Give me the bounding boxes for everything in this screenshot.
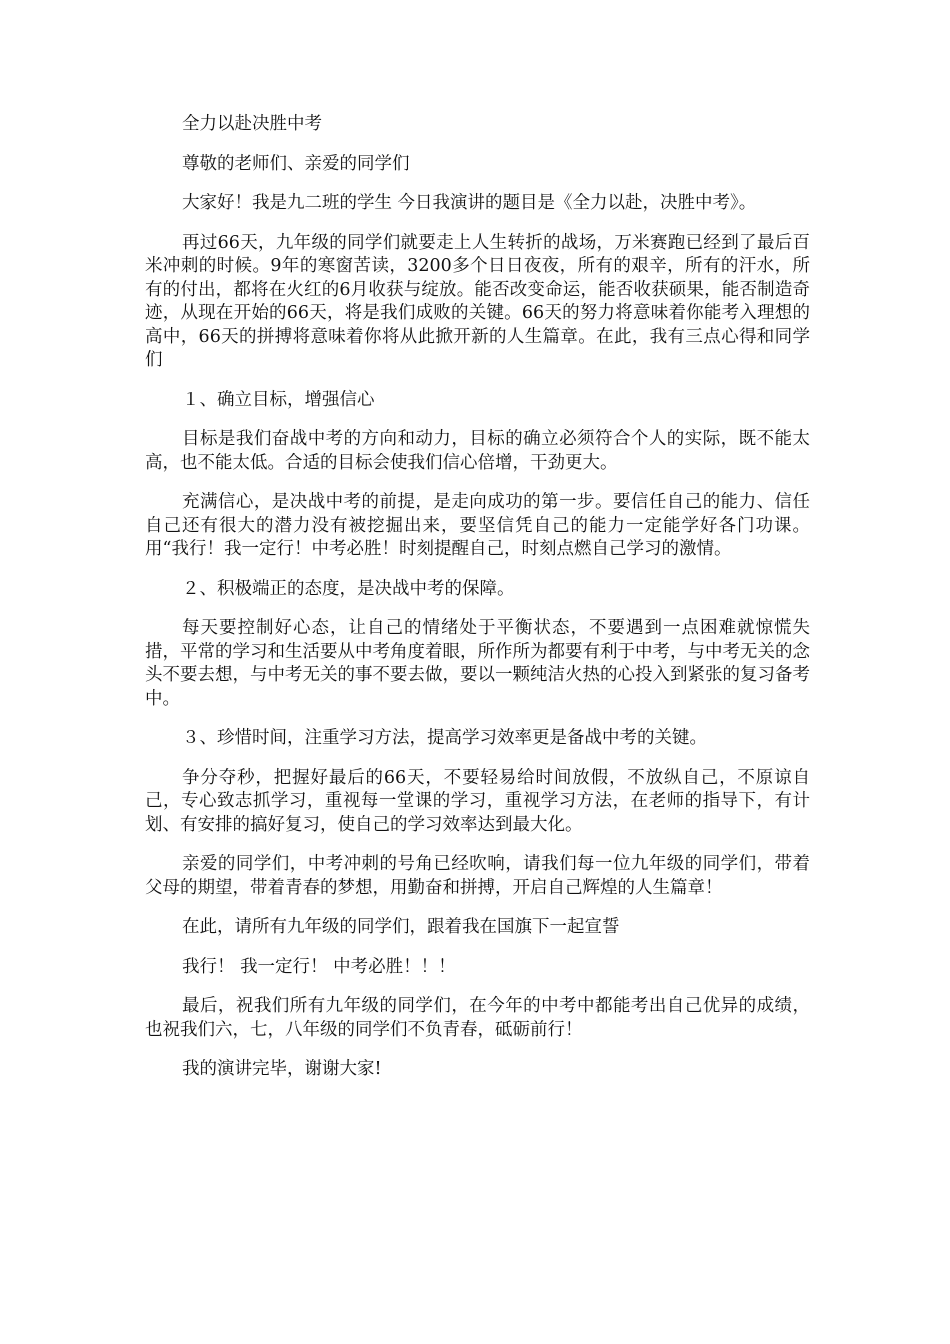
paragraph-goals: 目标是我们奋战中考的方向和动力，目标的确立必须符合个人的实际，既不能太高，也不能太低。合适的目标会使我们信心倍增，干劲更大。 [145,429,810,473]
paragraph-confidence: 充满信心，是决战中考的前提，是走向成功的第一步。要信任自己的能力、信任自己还有很大的潜力没有被挖掘出来，要坚信凭自己的能力一定能学好各门功课。用“我行！我一定行！中考必胜！时刻提醒自己，时刻点燃自己学习的激情。 [145,492,810,559]
section-heading-1: １、确立目标，增强信心 [182,389,375,410]
paragraph-thanks: 我的演讲完毕，谢谢大家! [182,1059,382,1079]
document-title: 全力以赴决胜中考 [182,114,322,134]
section-heading-3: ３、珍惜时间，注重学习方法，提高学习效率更是备战中考的关键。 [182,728,707,748]
paragraph-closing-wishes: 最后，祝我们所有九年级的同学们，在今年的中考中都能考出自己优异的成绩，也祝我们六，七，八年级的同学们不负青春，砥砺前行！ [145,996,810,1040]
paragraph-call-to-action: 亲爱的同学们，中考冲刺的号角已经吹响，请我们每一位九年级的同学们，带着父母的期望，带着青春的梦想，用勤奋和拼搏，开启自己辉煌的人生篇章！ [145,854,810,898]
paragraph-greeting: 大家好！我是九二班的学生 今日我演讲的题目是《全力以赴，决胜中考》。 [182,193,757,213]
document-body [145,113,810,1082]
section-heading-2: ２、积极端正的态度，是决战中考的保障。 [182,578,515,599]
paragraph-oath: 我行！ 我一定行！ 中考必胜！！！ [182,956,456,977]
paragraph-attitude: 每天要控制好心态，让自己的情绪处于平衡状态，不要遇到一点困难就惊慌失措，平常的学习和生活要从中考角度着眼，所作所为都要有利于中考，与中考无关的念头不要去想，与中考无关的事不要去做，要以一颗纯洁火热的心投入到紧张的复习备考中。 [145,618,810,709]
paragraph-intro: 再过66天，九年级的同学们就要走上人生转折的战场，万米赛跑已经到了最后百米冲刺的时候。9年的寒窗苦读，3200多个日日夜夜，所有的艰辛，所有的汗水，所有的付出，都将在火红的6月收获与绽放。能否改变命运，能否收获硕果，能否制造奇迹，从现在开始的66天，将是我们成败的关键。66天的努力将意味着你能考入理想的高中，66天的拼搏将意味着你将从此掀开新的人生篇章。在此，我有三点心得和同学们 [145,232,810,370]
salutation: 尊敬的老师们、亲爱的同学们 [182,153,410,174]
paragraph-time: 争分夺秒，把握好最后的66天，不要轻易给时间放假，不放纵自己，不原谅自己，专心致志抓学习，重视每一堂课的学习，重视学习方法，在老师的指导下，有计划、有安排的搞好复习，使自己的学习效率达到最大化。 [145,767,810,835]
paragraph-oath-intro: 在此，请所有九年级的同学们，跟着我在国旗下一起宣誓 [182,917,620,937]
